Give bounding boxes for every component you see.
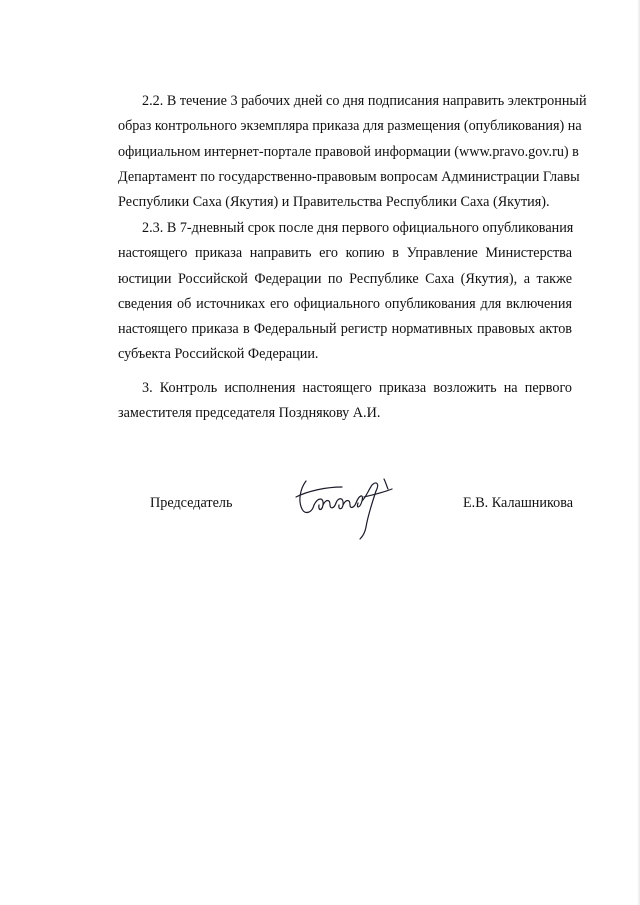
- paragraph-line: субъекта Российской Федерации.: [118, 346, 319, 363]
- signatory-name: Е.В. Калашникова: [463, 495, 574, 511]
- paragraph-line: 2.3. В 7-дневный срок после дня первого официального опубликования: [142, 220, 574, 236]
- paragraph-line: 3. Контроль исполнения настоящего приказа возложить на первого: [142, 380, 572, 396]
- paragraph-line: заместителя председателя Позднякову А.И.: [118, 405, 381, 422]
- paragraph-line: настоящего приказа в Федеральный регистр нормативных правовых актов: [118, 321, 572, 338]
- paragraph-line: юстиции Российской Федерации по Республике Саха (Якутия), а также: [118, 270, 572, 287]
- paragraph-line: официальном интернет-портале правовой информации (www.pravo.gov.ru) в: [118, 143, 579, 160]
- paragraph-line: Департамент по государственно-правовым вопросам Администрации Главы: [118, 168, 580, 185]
- paragraph-line: 2.2. В течение 3 рабочих дней со дня подписания направить электронный: [142, 93, 587, 109]
- paragraph-2-3: [118, 216, 572, 368]
- paragraph-line: сведения об источниках его официального опубликования для включения: [118, 295, 572, 312]
- handwritten-signature: [292, 475, 402, 543]
- signatory-title: Председатель: [150, 495, 233, 511]
- paragraph-line: образ контрольного экземпляра приказа для размещения (опубликования) на: [118, 118, 582, 135]
- paragraph-line: настоящего приказа направить его копию в Управление Министерства: [118, 245, 572, 262]
- paragraph-line: Республики Саха (Якутия) и Правительства Республики Саха (Якутия).: [118, 194, 550, 211]
- paragraph-3: [118, 376, 572, 427]
- paragraph-2-2: [118, 89, 587, 215]
- signature-block: [0, 489, 640, 549]
